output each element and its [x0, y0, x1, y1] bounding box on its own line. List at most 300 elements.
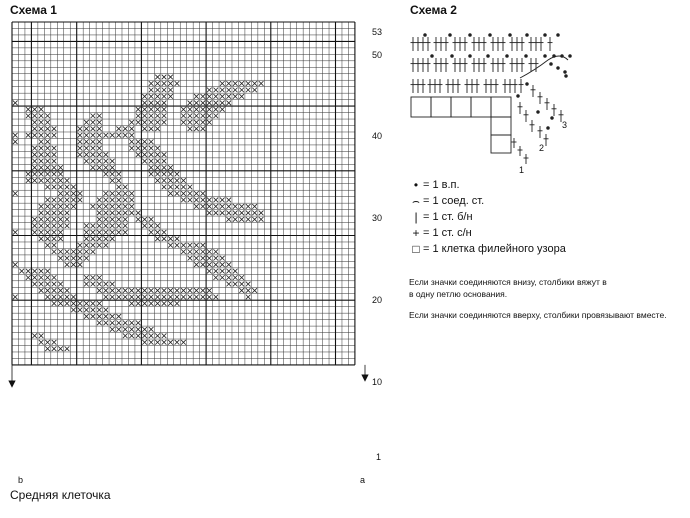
filled-cell — [239, 204, 244, 209]
filled-cell — [246, 88, 251, 93]
filled-cell — [58, 217, 63, 222]
filled-cell — [78, 191, 83, 196]
filled-cell — [136, 120, 141, 125]
filled-cell — [239, 211, 244, 216]
filled-cell — [142, 120, 147, 125]
filled-cell — [239, 282, 244, 287]
legend-text-slip: = 1 соед. ст. — [423, 195, 485, 207]
filled-cell — [39, 178, 44, 183]
filled-cell — [129, 295, 134, 300]
filled-cell — [116, 211, 121, 216]
filled-cell — [84, 243, 89, 248]
filled-cell — [168, 165, 173, 170]
filled-cell — [39, 126, 44, 131]
filled-cell — [58, 204, 63, 209]
filled-cell — [246, 295, 251, 300]
filled-cell — [97, 113, 102, 118]
filled-cell — [71, 198, 76, 203]
filled-cell — [52, 288, 57, 293]
filled-cell — [91, 120, 96, 125]
filled-cell — [129, 288, 134, 293]
filled-cell — [32, 333, 37, 338]
filled-cell — [175, 340, 180, 345]
filled-cell — [45, 113, 50, 118]
filled-cell — [162, 172, 167, 177]
filled-cell — [110, 133, 115, 138]
filled-cell — [39, 165, 44, 170]
row-label-50: 50 — [372, 50, 383, 60]
filled-cell — [84, 146, 89, 151]
filled-cell — [142, 333, 147, 338]
filled-cell — [252, 211, 257, 216]
filled-cell — [155, 236, 160, 241]
filled-cell — [136, 301, 141, 306]
filled-cell — [32, 126, 37, 131]
filled-cell — [84, 308, 89, 313]
filled-cell — [188, 288, 193, 293]
filled-cell — [84, 223, 89, 228]
filled-cell — [175, 288, 180, 293]
note-2: Если значки соединяются вверху, столбики провязывают вместе. — [409, 310, 667, 320]
filled-cell — [201, 126, 206, 131]
filled-cell — [45, 165, 50, 170]
filled-cell — [13, 230, 18, 235]
filled-cell — [207, 295, 212, 300]
filled-cell — [181, 107, 186, 112]
filled-cell — [110, 314, 115, 319]
filled-cell — [194, 198, 199, 203]
marker-b-arrow — [9, 381, 15, 387]
filled-cell — [39, 146, 44, 151]
filled-cell — [168, 288, 173, 293]
filled-cell — [58, 301, 63, 306]
filled-cell — [39, 282, 44, 287]
filled-cell — [123, 288, 128, 293]
filled-cell — [26, 133, 31, 138]
bar-icon: | — [414, 210, 418, 224]
filled-cell — [168, 178, 173, 183]
filled-cell — [110, 327, 115, 332]
filled-cell — [116, 217, 121, 222]
filled-cell — [78, 133, 83, 138]
filled-cell — [39, 217, 44, 222]
filled-cell — [194, 120, 199, 125]
filled-cell — [142, 101, 147, 106]
filled-cell — [207, 256, 212, 261]
filled-cell — [136, 217, 141, 222]
filled-cell — [116, 223, 121, 228]
filled-cell — [78, 139, 83, 144]
filled-cell — [39, 340, 44, 345]
filled-cell — [103, 211, 108, 216]
filled-cell — [84, 236, 89, 241]
filled-cell — [168, 340, 173, 345]
filled-cell — [52, 346, 57, 351]
filled-cell — [149, 81, 154, 86]
filled-cell — [162, 178, 167, 183]
filled-cell — [45, 146, 50, 151]
filled-cell — [71, 204, 76, 209]
filled-cell — [136, 139, 141, 144]
filled-cell — [13, 262, 18, 267]
filled-cell — [220, 204, 225, 209]
filled-cell — [123, 198, 128, 203]
filled-cell — [175, 301, 180, 306]
chain-dot — [550, 63, 553, 66]
filled-cell — [65, 301, 70, 306]
filled-cell — [142, 94, 147, 99]
filled-cell — [155, 88, 160, 93]
filled-cell — [103, 198, 108, 203]
filled-cell — [45, 204, 50, 209]
filled-cell — [45, 185, 50, 190]
filled-cell — [52, 282, 57, 287]
marker-b-label: b — [18, 475, 24, 485]
filled-cell — [207, 249, 212, 254]
filled-cell — [116, 288, 121, 293]
chain-dot — [509, 34, 512, 37]
filled-cell — [78, 301, 83, 306]
chain-dot — [557, 67, 560, 70]
filled-cell — [110, 172, 115, 177]
filled-cell — [239, 81, 244, 86]
filled-cell — [45, 198, 50, 203]
filled-cell — [220, 81, 225, 86]
filled-cell — [32, 165, 37, 170]
filled-cell — [129, 321, 134, 326]
filled-cell — [175, 172, 180, 177]
filled-cell — [142, 146, 147, 151]
filled-cell — [26, 275, 31, 280]
filled-cell — [65, 288, 70, 293]
filled-cell — [97, 236, 102, 241]
filled-cell — [194, 101, 199, 106]
filled-cell — [26, 107, 31, 112]
chain-dot — [469, 34, 472, 37]
filled-cell — [149, 288, 154, 293]
filled-cell — [91, 159, 96, 164]
scheme2-row-label-2: 2 — [539, 143, 545, 153]
filled-cell — [162, 88, 167, 93]
filled-cell — [213, 101, 218, 106]
filled-cell — [194, 295, 199, 300]
filled-cell — [65, 198, 70, 203]
filled-cell — [168, 295, 173, 300]
filled-cell — [32, 113, 37, 118]
filled-cell — [97, 126, 102, 131]
filled-cell — [181, 243, 186, 248]
filled-cell — [45, 223, 50, 228]
filled-cell — [201, 113, 206, 118]
filled-cell — [201, 204, 206, 209]
filled-cell — [52, 249, 57, 254]
filled-cell — [129, 211, 134, 216]
filled-cell — [32, 120, 37, 125]
filled-cell — [207, 88, 212, 93]
filled-cell — [181, 120, 186, 125]
filled-cell — [246, 204, 251, 209]
filled-cell — [97, 282, 102, 287]
chain-dot — [564, 71, 567, 74]
filled-cell — [78, 198, 83, 203]
filled-cell — [39, 288, 44, 293]
chain-dot — [525, 55, 528, 58]
filled-cell — [39, 113, 44, 118]
filled-cell — [58, 178, 63, 183]
filled-cell — [65, 178, 70, 183]
filled-cell — [78, 256, 83, 261]
legend-text-sc: = 1 ст. б/н — [423, 211, 473, 223]
filled-cell — [97, 165, 102, 170]
filled-cell — [103, 308, 108, 313]
filled-cell — [65, 346, 70, 351]
marker-a-arrow — [362, 375, 368, 381]
legend-item-sc — [409, 209, 566, 225]
legend-item-chain — [409, 177, 566, 193]
filled-cell — [45, 139, 50, 144]
filled-cell — [213, 204, 218, 209]
filled-cell — [52, 178, 57, 183]
filled-cell — [103, 165, 108, 170]
filled-cell — [110, 223, 115, 228]
filled-cell — [233, 204, 238, 209]
filled-cell — [13, 139, 18, 144]
filled-cell — [239, 288, 244, 293]
filled-cell — [103, 204, 108, 209]
filled-cell — [149, 172, 154, 177]
filled-cell — [181, 295, 186, 300]
filled-cell — [142, 152, 147, 157]
filled-cell — [45, 269, 50, 274]
filled-cell — [252, 217, 257, 222]
filled-cell — [239, 275, 244, 280]
filled-cell — [45, 243, 50, 248]
filled-cell — [52, 165, 57, 170]
filled-cell — [45, 172, 50, 177]
filled-cell — [84, 159, 89, 164]
filled-cell — [58, 256, 63, 261]
filled-cell — [162, 340, 167, 345]
filet-square — [411, 97, 431, 117]
filled-cell — [233, 211, 238, 216]
filled-cell — [78, 308, 83, 313]
filled-cell — [116, 178, 121, 183]
filled-cell — [58, 191, 63, 196]
filled-cell — [103, 243, 108, 248]
filled-cell — [142, 288, 147, 293]
filled-cell — [233, 94, 238, 99]
filled-cell — [84, 152, 89, 157]
filled-cell — [259, 211, 264, 216]
filled-cell — [226, 275, 231, 280]
filled-cell — [45, 152, 50, 157]
filled-cell — [13, 133, 18, 138]
filled-cell — [194, 256, 199, 261]
filled-cell — [52, 243, 57, 248]
filled-cell — [213, 211, 218, 216]
filled-cell — [188, 101, 193, 106]
filled-cell — [175, 191, 180, 196]
filled-cell — [103, 282, 108, 287]
filled-cell — [233, 282, 238, 287]
filled-cell — [91, 113, 96, 118]
filled-cell — [97, 275, 102, 280]
filled-cell — [220, 269, 225, 274]
filled-cell — [168, 94, 173, 99]
filled-cell — [149, 152, 154, 157]
filled-cell — [39, 139, 44, 144]
filled-cell — [213, 113, 218, 118]
filled-cell — [194, 126, 199, 131]
filled-cell — [155, 159, 160, 164]
filled-cell — [26, 269, 31, 274]
filled-cell — [32, 217, 37, 222]
filled-cell — [58, 223, 63, 228]
legend-item-slip — [409, 193, 566, 209]
filled-cell — [194, 288, 199, 293]
filled-cell — [181, 198, 186, 203]
filled-cell — [97, 152, 102, 157]
filled-cell — [32, 152, 37, 157]
filled-cell — [103, 314, 108, 319]
filled-cell — [207, 262, 212, 267]
filled-cell — [162, 113, 167, 118]
filled-cell — [110, 295, 115, 300]
scheme2-row-label-1: 1 — [519, 165, 525, 175]
filled-cell — [162, 185, 167, 190]
row-label-53: 53 — [372, 27, 383, 37]
row-label-20: 20 — [372, 295, 383, 305]
filled-cell — [52, 301, 57, 306]
filled-cell — [32, 275, 37, 280]
filled-cell — [201, 101, 206, 106]
filled-cell — [188, 113, 193, 118]
scheme2-title: Схема 2 — [410, 3, 457, 17]
filled-cell — [97, 314, 102, 319]
filled-cell — [149, 126, 154, 131]
filled-cell — [213, 256, 218, 261]
filled-cell — [110, 321, 115, 326]
filled-cell — [97, 159, 102, 164]
filled-cell — [155, 75, 160, 80]
filled-cell — [207, 107, 212, 112]
filled-cell — [188, 120, 193, 125]
filled-cell — [58, 346, 63, 351]
filled-cell — [207, 211, 212, 216]
filled-cell — [91, 236, 96, 241]
filled-cell — [194, 262, 199, 267]
filled-cell — [52, 146, 57, 151]
filled-cell — [181, 178, 186, 183]
filled-cell — [129, 133, 134, 138]
filled-cell — [129, 120, 134, 125]
filled-cell — [97, 146, 102, 151]
filled-cell — [91, 243, 96, 248]
filled-cell — [220, 101, 225, 106]
filled-cell — [116, 327, 121, 332]
chain-dot — [489, 34, 492, 37]
chain-dot — [487, 55, 490, 58]
filled-cell — [39, 211, 44, 216]
filled-cell — [181, 113, 186, 118]
filled-cell — [84, 301, 89, 306]
filled-cell — [84, 133, 89, 138]
filled-cell — [78, 262, 83, 267]
filled-cell — [162, 81, 167, 86]
note-1-line-1: Если значки соединяются внизу, столбики вяжут в — [409, 277, 607, 287]
filled-cell — [162, 288, 167, 293]
filled-cell — [52, 172, 57, 177]
filled-cell — [110, 217, 115, 222]
filled-cell — [201, 120, 206, 125]
filled-cell — [194, 243, 199, 248]
filled-cell — [129, 191, 134, 196]
filled-cell — [142, 327, 147, 332]
filled-cell — [91, 126, 96, 131]
filled-cell — [45, 295, 50, 300]
filled-cell — [58, 249, 63, 254]
filled-cell — [188, 107, 193, 112]
filled-cell — [220, 262, 225, 267]
filled-cell — [39, 333, 44, 338]
filled-cell — [149, 217, 154, 222]
filled-cell — [142, 107, 147, 112]
filled-cell — [97, 120, 102, 125]
filled-cell — [155, 165, 160, 170]
filled-cell — [168, 185, 173, 190]
filled-cell — [78, 249, 83, 254]
filled-cell — [226, 282, 231, 287]
filled-cell — [97, 321, 102, 326]
square-icon: □ — [412, 242, 420, 256]
filled-cell — [155, 152, 160, 157]
filled-cell — [32, 230, 37, 235]
filled-cell — [71, 256, 76, 261]
filled-cell — [58, 288, 63, 293]
filled-cell — [97, 211, 102, 216]
filled-cell — [162, 333, 167, 338]
filled-cell — [78, 146, 83, 151]
filled-cell — [142, 340, 147, 345]
filled-cell — [149, 107, 154, 112]
filled-cell — [220, 107, 225, 112]
filled-cell — [181, 185, 186, 190]
filled-cell — [52, 211, 57, 216]
filled-cell — [84, 282, 89, 287]
filled-cell — [78, 152, 83, 157]
filled-cell — [226, 269, 231, 274]
filled-cell — [220, 256, 225, 261]
filled-cell — [103, 152, 108, 157]
filled-cell — [97, 204, 102, 209]
filled-cell — [39, 269, 44, 274]
filled-cell — [116, 191, 121, 196]
filled-cell — [220, 198, 225, 203]
filled-cell — [201, 262, 206, 267]
filled-cell — [226, 262, 231, 267]
filled-cell — [39, 230, 44, 235]
filled-cell — [201, 94, 206, 99]
filled-cell — [116, 230, 121, 235]
filled-cell — [155, 172, 160, 177]
filled-cell — [123, 223, 128, 228]
filled-cell — [213, 295, 218, 300]
filled-cell — [155, 146, 160, 151]
filled-cell — [116, 185, 121, 190]
filled-cell — [188, 243, 193, 248]
filled-cell — [91, 314, 96, 319]
filled-cell — [207, 198, 212, 203]
